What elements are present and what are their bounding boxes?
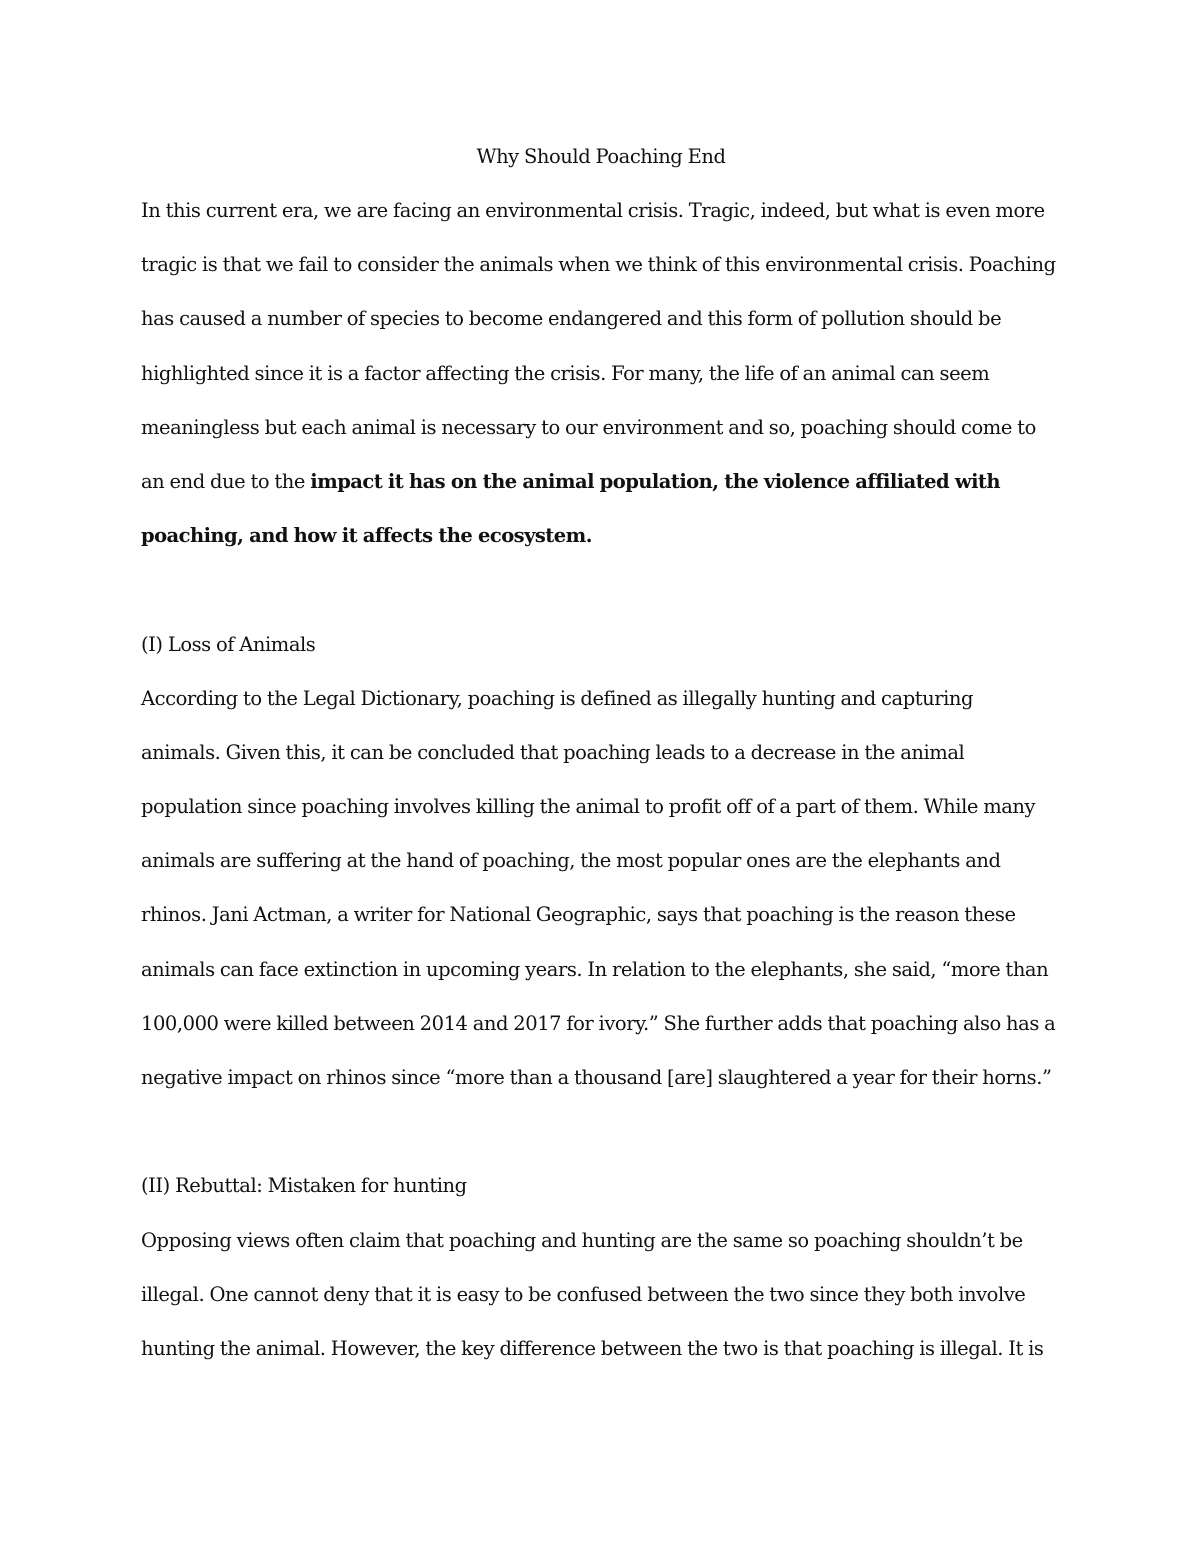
paragraph-line: animals. Given this, it can be concluded that poaching leads to a decrease in the animal bbox=[141, 740, 965, 764]
paragraph-line: Opposing views often claim that poaching and hunting are the same so poaching shouldn’t be bbox=[141, 1228, 1023, 1252]
paragraph-line: highlighted since it is a factor affecting the crisis. For many, the life of an animal can seem bbox=[141, 361, 990, 385]
blank-line bbox=[141, 563, 1061, 617]
paragraph-line: In this current era, we are facing an environmental crisis. Tragic, indeed, but what is even more bbox=[141, 199, 1045, 222]
paragraph-line: animals can face extinction in upcoming years. In relation to the elephants, she said, “more than bbox=[141, 957, 1049, 981]
paragraph-line: 100,000 were killed between 2014 and 2017 for ivory.” She further adds that poaching also has a bbox=[141, 1011, 1056, 1035]
paragraph-line: animals are suffering at the hand of poaching, the most popular ones are the elephants and bbox=[141, 849, 1001, 873]
intro-paragraph bbox=[141, 184, 1061, 563]
section-heading: (I) Loss of Animals bbox=[141, 632, 316, 656]
paragraph-line: hunting the animal. However, the key difference between the two is that poaching is illegal. It is bbox=[141, 1336, 1044, 1360]
paragraph-line: meaningless but each animal is necessary to our environment and so, poaching should come to bbox=[141, 415, 1036, 439]
paragraph-line: population since poaching involves killing the animal to profit off of a part of them. While many bbox=[141, 795, 1036, 819]
thesis-text: impact it has on the animal population, the violence affiliated with bbox=[310, 469, 1001, 493]
document-title: Why Should Poaching End bbox=[476, 145, 726, 168]
section-heading: (II) Rebuttal: Mistaken for hunting bbox=[141, 1174, 467, 1198]
paragraph-line: rhinos. Jani Actman, a writer for National Geographic, says that poaching is the reason these bbox=[141, 903, 1016, 927]
section-rebuttal bbox=[141, 1159, 1061, 1376]
document-body bbox=[141, 130, 1061, 1376]
section-loss-of-animals bbox=[141, 618, 1061, 1106]
line-text: an end due to the bbox=[141, 469, 311, 493]
paragraph-line: illegal. One cannot deny that it is easy to be confused between the two since they both involve bbox=[141, 1282, 1026, 1306]
paragraph-line bbox=[141, 455, 1061, 509]
thesis-text: poaching, and how it affects the ecosystem. bbox=[141, 524, 592, 548]
blank-line bbox=[141, 1105, 1061, 1159]
paragraph-line: has caused a number of species to become endangered and this form of pollution should be bbox=[141, 307, 1002, 331]
paragraph-line: tragic is that we fail to consider the animals when we think of this environmental crisis. Poaching bbox=[141, 253, 1056, 277]
paragraph-line: According to the Legal Dictionary, poaching is defined as illegally hunting and capturing bbox=[141, 686, 974, 710]
paragraph-line: negative impact on rhinos since “more than a thousand [are] slaughtered a year for their horns.” bbox=[141, 1066, 1052, 1089]
